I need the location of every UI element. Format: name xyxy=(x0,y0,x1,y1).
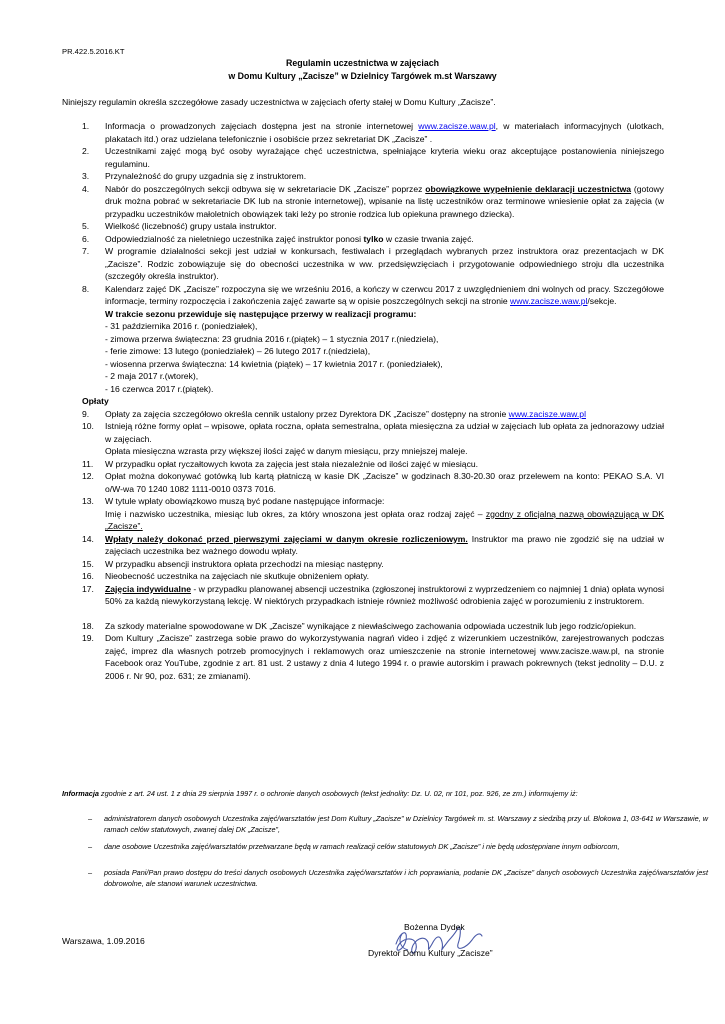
break-item: - zimowa przerwa świąteczna: 23 grudnia 2016 r.(piątek) – 1 stycznia 2017 r.(niedziela), xyxy=(105,333,439,344)
rule-10-note: Opłata miesięczna wzrasta przy większej ilości zajęć w danym miesiącu, przy mniejszej maleje. xyxy=(105,446,468,456)
privacy-info xyxy=(62,788,692,799)
rule-8 xyxy=(82,283,664,308)
rules-list-part1 xyxy=(82,120,664,682)
rule-text: Odpowiedzialność za nieletniego uczestnika zajęć instruktor ponosi xyxy=(105,233,364,244)
rule-text: Informacja o prowadzonych zajęciach dostępna jest na stronie internetowej xyxy=(105,121,419,131)
rule-12 xyxy=(82,470,664,495)
rule-text: Kalendarz zajęć DK „Zacisze” rozpoczyna się we wrześniu 2016, a kończy w czerwcu 2017 z uwzględnieniem dni wolnych od pracy. Szczegółowe informacje, terminy rozpoczęcia i zakończenia zajęć zawarte są w opisie poszczególnych sekcji na stronie xyxy=(105,283,664,306)
document-reference: PR.422.5.2016.KT xyxy=(62,47,125,56)
rule-13-detail xyxy=(82,508,664,533)
dash-bullet-icon: – xyxy=(88,842,93,851)
rule-emphasis: obowiązkowe wypełnienie deklaracji uczestnictwa xyxy=(425,183,632,194)
spacer xyxy=(82,608,664,620)
director-name: Bożenna Dydek xyxy=(404,922,465,932)
rule-number: 16. xyxy=(82,571,94,581)
rule-15 xyxy=(82,558,664,571)
rule-number: 14. xyxy=(82,533,94,544)
break-item: - ferie zimowe: 13 lutego (poniedziałek) – 26 lutego 2017 r.(niedziela), xyxy=(105,346,371,356)
privacy-bullet-text: dane osobowe Uczestnika zajęć/warsztatów przetwarzane będą w ramach realizacji celów statutowych DK „Zacisze” i nie będą udostępniane innym odbiorcom, xyxy=(104,842,620,851)
rule-10 xyxy=(82,420,664,445)
rule-number: 8. xyxy=(82,283,90,294)
rule-11 xyxy=(82,458,664,471)
rule-text: W tytule wpłaty obowiązkowo muszą być podane następujące informacje: xyxy=(105,496,385,506)
rule-17 xyxy=(82,583,664,608)
director-title: Dyrektor Domu Kultury „Zacisze” xyxy=(368,948,493,958)
rule-text: Przynależność do grupy uzgadnia się z instruktorem. xyxy=(105,171,307,181)
privacy-info-text: zgodnie z art. 24 ust. 1 z dnia 29 sierpnia 1997 r. o ochronie danych osobowych (tekst jednolity: Dz. U. 02, nr 101, poz. 926, ze zm.) informujemy iż: xyxy=(98,789,578,798)
rule-14 xyxy=(82,533,664,558)
website-link[interactable]: www.zacisze.waw.pl xyxy=(510,296,588,306)
rule-number: 11. xyxy=(82,458,94,469)
rule-text: Nabór do poszczególnych sekcji odbywa się w sekretariacie DK „Zacisze” poprzez xyxy=(105,183,426,194)
rule-16 xyxy=(82,570,664,583)
privacy-info-lead: Informacja xyxy=(62,789,99,798)
dash-bullet-icon: – xyxy=(88,868,93,877)
rule-text: W programie działalności sekcji jest udział w konkursach, festiwalach i przeglądach wybranych przez instruktora oraz prezentacjach w DK „Zacisze”. Rodzic zobowiązuje się do obecności uczestnika w ww. przedsięwzięciach i przygotowanie odpowiedniego stroju dla uczestnika (szczegóły określa instruktor). xyxy=(105,246,664,281)
privacy-bullet-1 xyxy=(88,813,708,835)
rule-emphasis: zgodny z oficjalną nazwą obowiązującą w DK „Zacisze”. xyxy=(105,508,664,531)
rule-text: Instruktor ma prawo nie zgodzić się na udział w zajęciach uczestnika bez ważnego dowodu wpłaty. xyxy=(105,533,664,556)
rule-text: W przypadku absencji instruktora opłata przechodzi na miesiąc następny. xyxy=(105,558,384,569)
rule-7 xyxy=(82,245,664,283)
rule-number: 10. xyxy=(82,421,94,431)
rule-text: Opłaty za zajęcia szczegółowo określa cennik ustalony przez Dyrektora DK „Zacisze” dostępny na stronie xyxy=(105,408,509,419)
rule-number: 19. xyxy=(82,633,94,643)
rule-text: Opłat można dokonywać gotówką lub kartą płatniczą w kasie DK „Zacisze” w godzinach 8.30-20.30 oraz przelewem na konto: PEKAO S.A. VI o/W-wa 70 1240 1082 1111-0010 0373 7016. xyxy=(105,471,664,494)
rule-3 xyxy=(82,170,664,183)
rule-number: 5. xyxy=(82,221,90,231)
rule-text: Za szkody materialne spowodowane w DK „Zacisze” wynikające z niewłaściwego zachowania odpowiada uczestnik lub jego rodzic/opiekun. xyxy=(105,620,637,631)
rule-text: Uczestnikami zajęć mogą być osoby wyrażające chęć uczestnictwa, spełniające kryteria wieku oraz akceptujące postanowienia niniejszego regulaminu. xyxy=(105,146,664,169)
rule-text: W przypadku opłat ryczałtowych kwota za zajęcia jest stała niezależnie od ilości zajęć w miesiącu. xyxy=(105,458,479,469)
rule-text: Imię i nazwisko uczestnika, miesiąc lub okres, za który wnoszona jest opłata oraz rodzaj zajęć – xyxy=(105,508,486,519)
rule-5 xyxy=(82,220,664,233)
document-title: Regulamin uczestnictwa w zajęciach xyxy=(285,58,440,68)
rule-number: 4. xyxy=(82,183,90,194)
rule-number: 1. xyxy=(82,121,90,131)
privacy-bullet-3 xyxy=(88,867,708,889)
privacy-bullet-text: administratorem danych osobowych Uczestnika zajęć/warsztatów jest Dom Kultury „Zacisze” w Dzielnicy Targówek m. st. Warszawy z siedzibą przy ul. Blokowa 1, 03-641 w Warszawie, w ramach celów statutowych, zwanej dalej DK „Zacisze”, xyxy=(104,814,708,834)
rule-number: 9. xyxy=(82,408,90,419)
rule-number: 15. xyxy=(82,558,94,569)
rule-text: Istnieją różne formy opłat – wpisowe, opłata roczna, opłata semestralna, opłata miesięczna za udział w zajęciach lub opłata za jednorazowy udział w zajęciach. xyxy=(105,421,664,444)
place-date: Warszawa, 1.09.2016 xyxy=(62,936,145,946)
rule-emphasis: Zajęcia indywidualne xyxy=(105,583,191,594)
rule-13 xyxy=(82,495,664,508)
break-item: - 2 maja 2017 r.(wtorek), xyxy=(105,371,199,381)
website-link[interactable]: www.zacisze.waw.pl xyxy=(418,121,496,131)
rule-18 xyxy=(82,620,664,633)
dash-bullet-icon: – xyxy=(88,814,93,823)
break-item: - wiosenna przerwa świąteczna: 14 kwietnia (piątek) – 17 kwietnia 2017 r. (poniedziałek), xyxy=(105,358,443,369)
privacy-bullet-text: posiada Pani/Pan prawo dostępu do treści danych osobowych Uczestnika zajęć/warsztatów i ich poprawiania, podanie DK „Zacisze” danych osobowych Uczestnika zajęć/warsztatów jest dobrowolne, ale stanowi warunek uczestnictwa. xyxy=(104,868,708,888)
fees-heading: Opłaty xyxy=(82,396,109,406)
rule-text: - w przypadku planowanej absencji uczestnika (zgłoszonej instruktorowi z wyprzedzeniem co najmniej 1 dnia) opłata wynosi 50% za każdą niewykorzystaną lekcję. W niektórych przypadkach istnieje również możliwość odrobienia zajęć w porozumieniu z instruktorem. xyxy=(105,583,665,606)
rule-number: 18. xyxy=(82,620,94,631)
rule-4 xyxy=(82,183,664,221)
rule-text: Nieobecność uczestnika na zajęciach nie skutkuje obniżeniem opłaty. xyxy=(105,571,370,581)
privacy-bullet-2 xyxy=(88,841,708,852)
break-item: - 31 października 2016 r. (poniedziałek), xyxy=(105,321,258,331)
rule-2 xyxy=(82,145,664,170)
break-item: - 16 czerwca 2017 r.(piątek). xyxy=(105,383,214,394)
rule-text: (gotowy druk można pobrać w sekretariacie DK lub na stronie internetowej), wpisanie na listę uczestników oraz terminowe wniesienie opłat za zajęcia (w przypadku uczestników małoletnich obowiązek taki leży po stronie rodzica lub opiekuna prawnego dziecka). xyxy=(105,183,664,219)
rule-1 xyxy=(82,120,664,145)
rule-6 xyxy=(82,233,664,246)
rule-text: Wielkość (liczebność) grupy ustala instruktor. xyxy=(105,221,277,231)
rule-text: Dom Kultury „Zacisze” zastrzega sobie prawo do wykorzystywania nagrań video i zdjęć z wizerunkiem uczestników, zarejestrowanych podczas zajęć, imprez dla własnych potrzeb promocyjnych i reklamowych oraz umieszczenie na stronie internetowej www.zacisze.waw.pl, na stronie Facebook oraz YouTube, zgodnie z art. 81 ust. 2 ustawy z dnia 4 lutego 1994 r. o prawie autorskim i prawach pokrewnych (tekst jednolity – D.U. z 2006 r. Nr 90, poz. 631; ze zmianami). xyxy=(105,633,664,681)
intro-paragraph: Niniejszy regulamin określa szczegółowe zasady uczestnictwa w zajęciach oferty stałej w Domu Kultury „Zacisze”. xyxy=(62,97,496,107)
breaks-heading: W trakcie sezonu przewiduje się następujące przerwy w realizacji programu: xyxy=(105,308,417,319)
rule-number: 6. xyxy=(82,233,90,244)
rule-emphasis: Wpłaty należy dokonać przed pierwszymi zajęciami w danym okresie rozliczeniowym. xyxy=(105,533,468,544)
document-subtitle: w Domu Kultury „Zacisze” w Dzielnicy Targówek m.st Warszawy xyxy=(228,71,497,81)
rule-text: w czasie trwania zajęć. xyxy=(383,233,474,244)
website-link[interactable]: www.zacisze.waw.pl xyxy=(508,408,586,419)
rule-19 xyxy=(82,632,664,682)
rule-number: 3. xyxy=(82,171,90,181)
rule-number: 17. xyxy=(82,583,94,594)
rule-number: 12. xyxy=(82,471,94,481)
rule-number: 7. xyxy=(82,246,90,256)
rule-number: 13. xyxy=(82,496,94,506)
rule-number: 2. xyxy=(82,146,90,156)
rule-text: /sekcje. xyxy=(587,296,617,306)
rule-emphasis: tylko xyxy=(363,233,384,244)
rule-text: , w materiałach informacyjnych (ulotkach, plakatach itd.) oraz udzielana telefonicznie i osobiście przez sekretariat DK „Zacisze” . xyxy=(105,121,664,144)
rule-9 xyxy=(82,408,664,421)
